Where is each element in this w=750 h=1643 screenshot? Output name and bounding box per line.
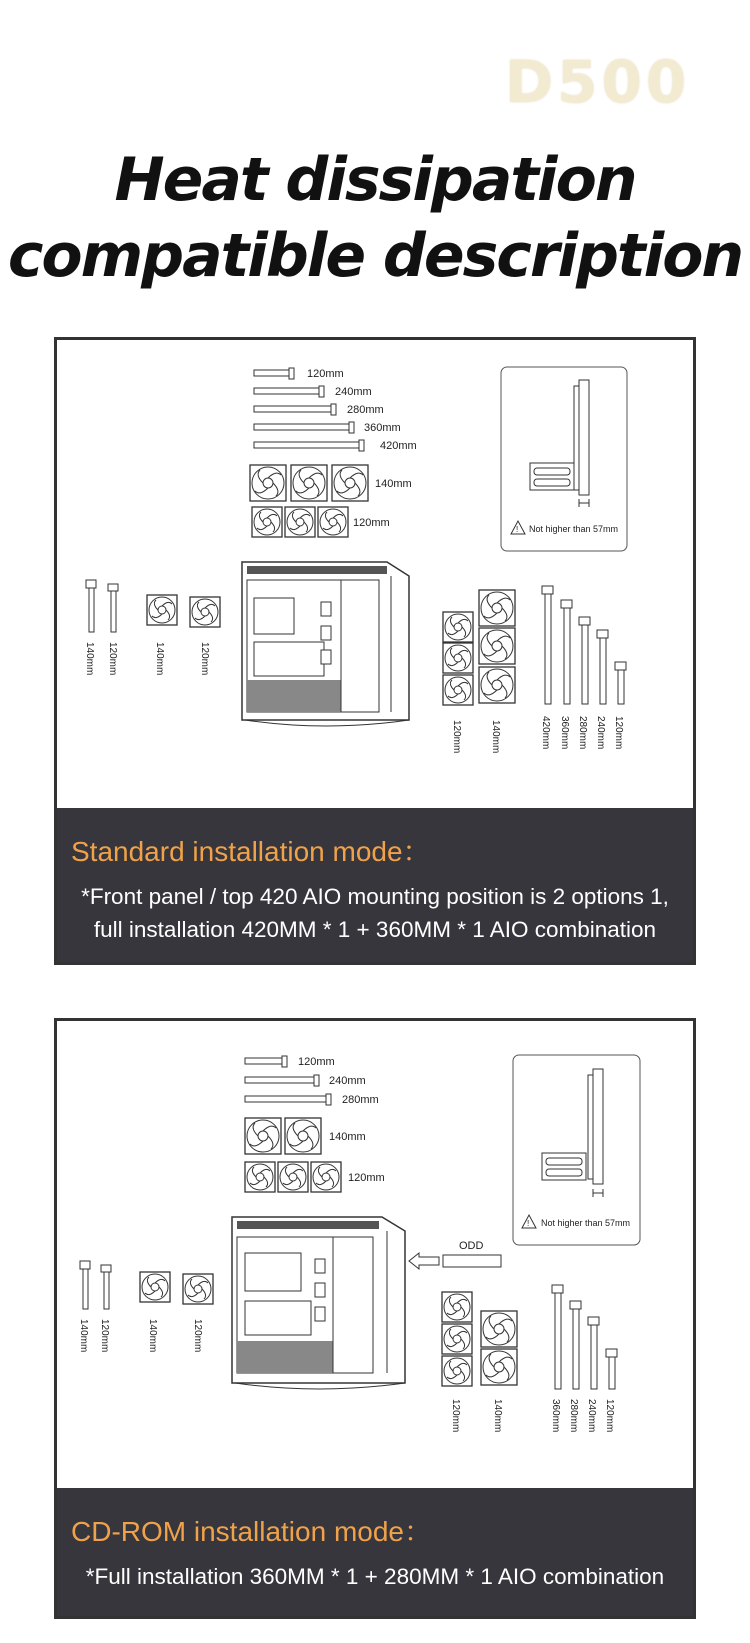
side-label: 140mm — [154, 642, 165, 676]
height-limit-inset — [513, 1055, 640, 1245]
front-fan-group — [442, 1292, 517, 1432]
chassis-drawing — [242, 562, 409, 726]
section-heading: CD-ROM installation mode： — [71, 1516, 432, 1547]
front-fan-label: 140mm — [492, 1399, 503, 1433]
height-note: Not higher than 57mm — [529, 524, 619, 534]
front-radiator-label: 240mm — [595, 716, 606, 750]
front-radiator-label: 120mm — [613, 716, 624, 750]
top-radiator-list — [254, 368, 417, 452]
top-radiator-list — [245, 1056, 379, 1106]
front-fan-label: 120mm — [451, 720, 462, 754]
title-line-1: Heat dissipation — [114, 145, 636, 215]
radiator-label: 120mm — [298, 1056, 335, 1068]
top-fan-group — [245, 1118, 385, 1192]
front-radiator-label: 420mm — [540, 716, 551, 750]
description-line: *Front panel / top 420 AIO mounting position is 2 options 1, — [81, 884, 669, 909]
fan-label: 140mm — [329, 1131, 366, 1143]
title-line-2: compatible description — [7, 221, 743, 291]
front-radiator-label: 360mm — [550, 1399, 561, 1433]
odd-drive — [409, 1240, 501, 1269]
fan-label: 120mm — [348, 1172, 385, 1184]
front-fan-label: 140mm — [490, 720, 501, 754]
standard-mode-caption — [57, 808, 693, 962]
left-side-parts — [78, 1261, 213, 1352]
cdrom-mode-diagram — [57, 1021, 693, 1491]
side-label: 120mm — [199, 642, 210, 676]
radiator-label: 420mm — [380, 440, 417, 452]
front-radiator-label: 280mm — [577, 716, 588, 750]
section-description — [57, 1560, 693, 1593]
side-label: 120mm — [99, 1319, 110, 1353]
front-radiator-label: 240mm — [586, 1399, 597, 1433]
side-label: 140mm — [147, 1319, 158, 1353]
side-label: 120mm — [107, 642, 118, 676]
radiator-label: 240mm — [335, 386, 372, 398]
side-label: 140mm — [84, 642, 95, 676]
svg-text:!: ! — [516, 525, 519, 534]
standard-mode-panel — [54, 337, 696, 965]
side-label: 140mm — [78, 1319, 89, 1353]
chassis-drawing — [232, 1217, 405, 1389]
height-limit-inset — [501, 367, 627, 551]
front-radiator-label: 280mm — [568, 1399, 579, 1433]
front-radiator-list — [550, 1285, 617, 1432]
radiator-label: 280mm — [342, 1094, 379, 1106]
radiator-label: 120mm — [307, 368, 344, 380]
front-radiator-list — [540, 586, 626, 749]
fan-label: 140mm — [375, 478, 412, 490]
standard-mode-diagram — [57, 340, 693, 810]
top-fan-group — [250, 465, 412, 537]
radiator-label: 360mm — [364, 422, 401, 434]
front-fan-group — [443, 590, 515, 753]
height-note: Not higher than 57mm — [541, 1218, 631, 1228]
radiator-label: 280mm — [347, 404, 384, 416]
brand-logo: D500 — [505, 48, 691, 116]
front-radiator-label: 360mm — [559, 716, 570, 750]
left-side-parts — [84, 580, 220, 675]
front-fan-label: 120mm — [450, 1399, 461, 1433]
description-line: *Full installation 360MM * 1 + 280MM * 1 AIO combination — [85, 1564, 665, 1589]
section-description — [57, 880, 693, 946]
section-heading: Standard installation mode： — [71, 836, 431, 867]
front-radiator-label: 120mm — [604, 1399, 615, 1433]
side-label: 120mm — [192, 1319, 203, 1353]
odd-label: ODD — [459, 1240, 484, 1252]
page-title — [0, 142, 750, 294]
description-line: full installation 420MM * 1 + 360MM * 1 AIO combination — [93, 917, 657, 942]
svg-text:!: ! — [527, 1219, 530, 1228]
radiator-label: 240mm — [329, 1075, 366, 1087]
cdrom-mode-panel — [54, 1018, 696, 1619]
fan-label: 120mm — [353, 517, 390, 529]
cdrom-mode-caption — [57, 1488, 693, 1616]
